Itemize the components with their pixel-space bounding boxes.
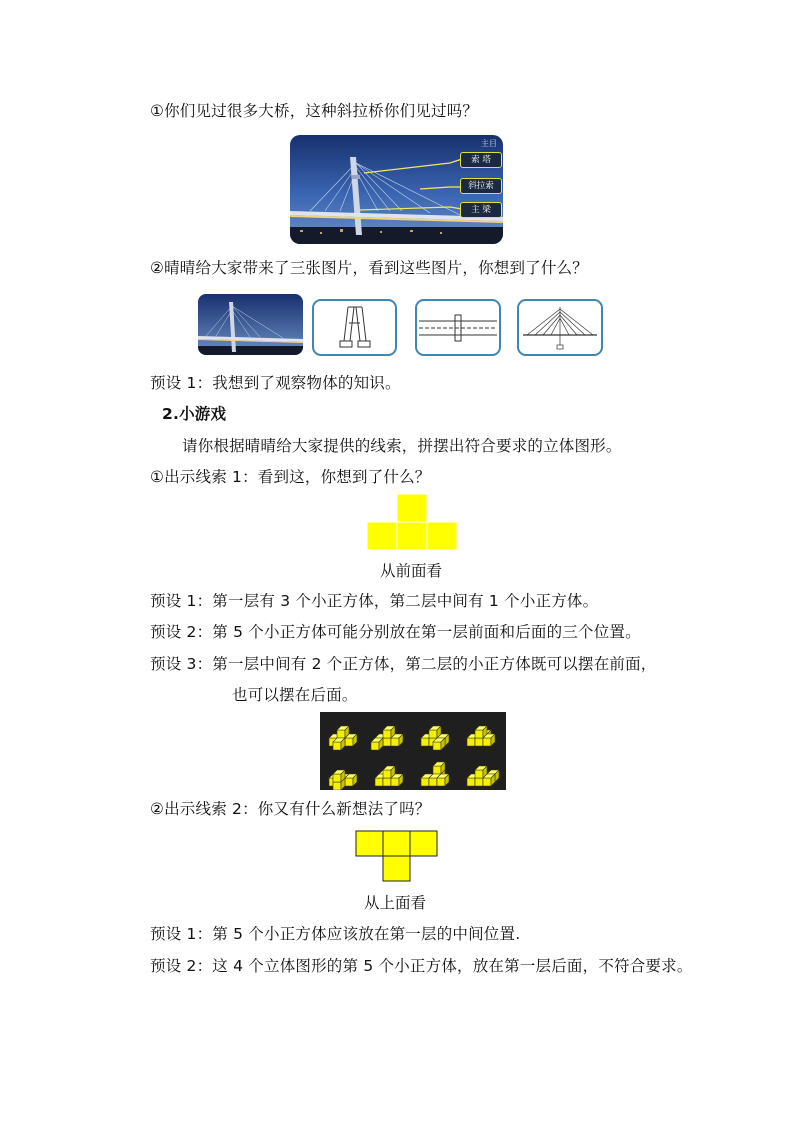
small-cube (475, 766, 487, 778)
label-pylon: 索 塔 (460, 152, 502, 168)
clue-2-preset-2: 预设 2：这 4 个立体图形的第 5 个小正方体，放在第一层后面，不符合要求。 (150, 957, 693, 975)
bridge-side-view-sketch (517, 299, 603, 356)
clue-2 (150, 799, 431, 819)
question-2-text: 晴晴给大家带来了三张图片，看到这些图片，你想到了什么？ (164, 259, 589, 277)
pylon-sketch-icon (314, 301, 395, 354)
small-cube (383, 726, 395, 738)
small-cube (383, 766, 395, 778)
small-cube (437, 774, 449, 786)
clue-2-marker: ② (150, 800, 165, 818)
clue-1-preset-2: 预设 2：第 5 个小正方体可能分别放在第一层前面和后面的三个位置。 (150, 623, 641, 641)
clue-1-preset-1: 预设 1：第一层有 3 个小正方体，第二层中间有 1 个小正方体。 (150, 592, 599, 610)
clue-2-text: 出示线索 2：你又有什么新想法了吗？ (164, 800, 431, 818)
section-number: 2. (162, 405, 180, 423)
bridge-photo-thumbnail (198, 294, 303, 355)
front-view-caption: 从前面看 (380, 562, 443, 580)
clue-1-text: 出示线索 1：看到这，你想到了什么？ (164, 468, 431, 486)
cube-arrangements-illustration (320, 712, 506, 790)
small-cube (433, 738, 445, 750)
bridge-top-view-sketch (415, 299, 501, 356)
cube-arrangements-panel (320, 712, 506, 790)
small-cube (345, 774, 357, 786)
front-view-diagram (366, 493, 460, 551)
section-title: 小游戏 (179, 405, 227, 423)
question-2 (150, 258, 588, 278)
clue-1 (150, 467, 431, 487)
section-heading (162, 404, 226, 424)
top-view-diagram (355, 830, 439, 883)
cable-stayed-bridge-photo (290, 135, 503, 244)
clue-1-marker: ① (150, 468, 165, 486)
small-cube (433, 762, 445, 774)
small-cube (337, 726, 349, 738)
game-intro: 请你根据晴晴给大家提供的线索，拼摆出符合要求的立体图形。 (182, 437, 622, 455)
bridge-thumbnail-illustration (198, 294, 303, 355)
small-cube (429, 726, 441, 738)
side-view-sketch-icon (519, 301, 601, 354)
clue-1-preset-3: 预设 3：第一层中间有 2 个正方体，第二层的小正方体既可以摆在前面， (150, 655, 657, 673)
preset-observation: 预设 1：我想到了观察物体的知识。 (150, 374, 401, 392)
small-cube (475, 726, 487, 738)
question-2-marker: ② (150, 259, 165, 277)
top-view-caption: 从上面看 (364, 894, 427, 912)
label-main-girder: 主 梁 (460, 202, 502, 218)
small-cube (371, 738, 383, 750)
clue-1-preset-3-continued: 也可以摆在后面。 (232, 686, 358, 704)
top-view-sketch-icon (417, 301, 499, 354)
pylon-front-view-sketch (312, 299, 397, 356)
photo-corner-text: 主目 (481, 139, 497, 148)
clue-2-preset-1: 预设 1：第 5 个小正方体应该放在第一层的中间位置. (150, 925, 521, 943)
question-1-marker: ① (150, 102, 165, 120)
small-cube (333, 770, 345, 782)
question-1-text: 你们见过很多大桥，这种斜拉桥你们见过吗？ (164, 102, 479, 120)
label-stay-cable: 斜拉索 (460, 178, 502, 194)
question-1 (150, 101, 478, 121)
small-cube (333, 738, 345, 750)
